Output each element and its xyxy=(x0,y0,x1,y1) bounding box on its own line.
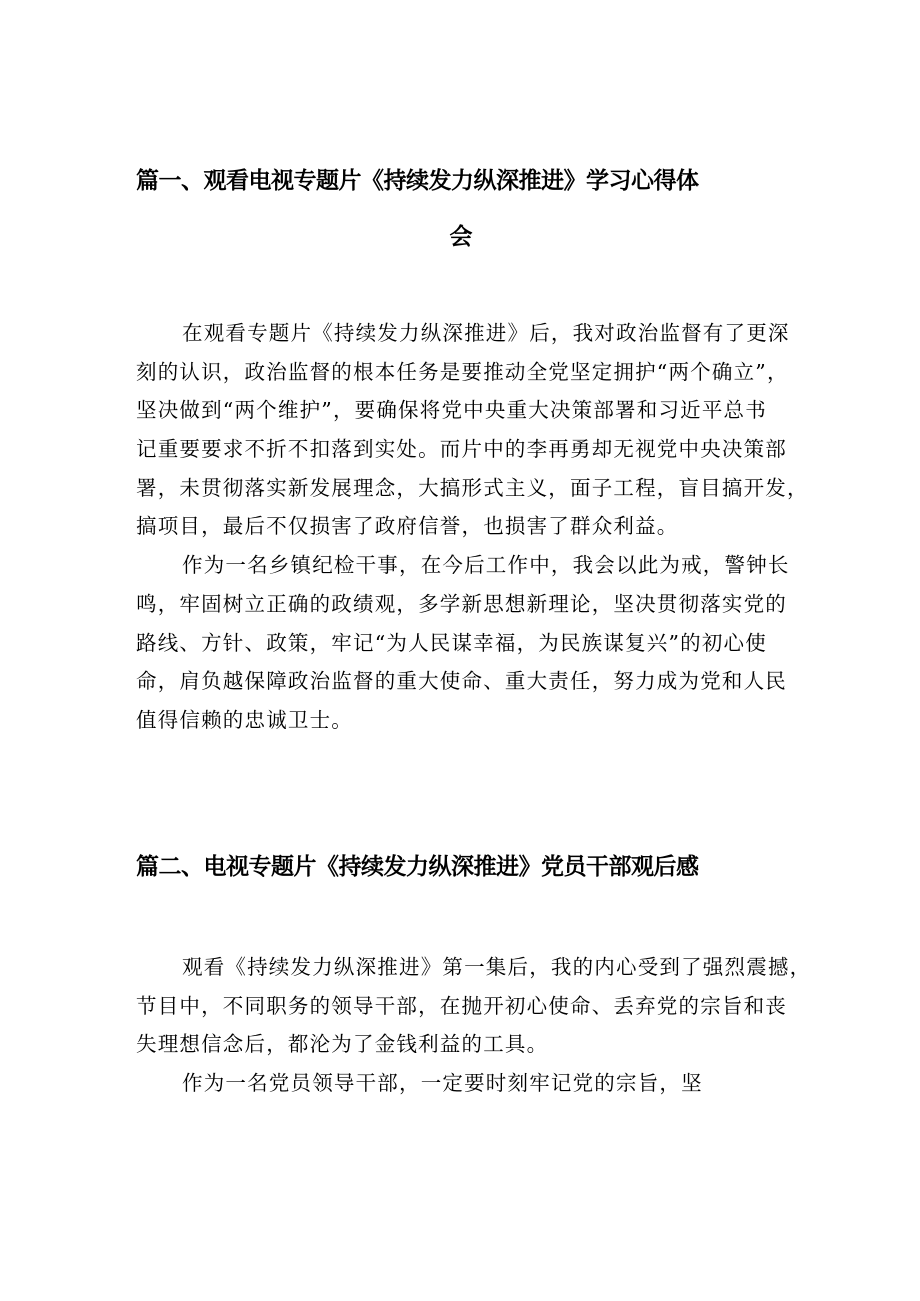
text-line: 作为一名乡镇纪检干事，在今后工作中，我会以此为戒，警钟长 xyxy=(182,553,790,578)
text-line: 值得信赖的忠诚卫士。 xyxy=(136,707,353,732)
text-line: 作为一名党员领导干部，一定要时刻牢记党的宗旨，坚 xyxy=(182,1071,703,1096)
section2-title: 篇二、电视专题片《持续发力纵深推进》党员干部观后感 xyxy=(136,854,699,880)
text-line: 鸣，牢固树立正确的政绩观，多学新思想新理论，坚决贯彻落实党的 xyxy=(136,591,787,616)
section2-body xyxy=(136,948,812,1103)
section1-title: 篇一、观看电视专题片《持续发力纵深推进》学习心得体 xyxy=(136,168,699,194)
text-line: 刻的认识，政治监督的根本任务是要推动全党坚定拥护“两个确立”， xyxy=(136,359,789,384)
text-line: 搞项目，最后不仅损害了政府信誉，也损害了群众利益。 xyxy=(136,514,679,539)
section2-paragraph-2 xyxy=(136,1064,800,1103)
section2-paragraph-1 xyxy=(136,948,812,1064)
text-line: 在观看专题片《持续发力纵深推进》后，我对政治监督有了更深 xyxy=(182,321,790,345)
text-line: 记重要要求不折不扣落到实处。而片中的李再勇却无视党中央决策部 xyxy=(136,437,787,462)
text-line: 路线、方针、政策，牢记“为人民谋幸福，为民族谋复兴”的初心使 xyxy=(136,630,767,655)
section1-paragraph-1 xyxy=(136,314,809,546)
section1-body xyxy=(136,314,809,740)
section1-paragraph-2 xyxy=(136,546,800,739)
section1-title-continuation: 会 xyxy=(449,224,473,250)
text-line: 署，未贯彻落实新发展理念，大搞形式主义，面子工程，盲目搞开发， xyxy=(136,475,809,500)
text-line: 观看《持续发力纵深推进》第一集后，我的内心受到了强烈震撼， xyxy=(182,955,812,979)
text-line: 坚决做到“两个维护”，要确保将党中央重大决策部署和习近平总书 xyxy=(136,398,767,423)
text-line: 命，肩负越保障政治监督的重大使命、重大责任，努力成为党和人民 xyxy=(136,669,787,694)
text-line: 失理想信念后，都沦为了金钱利益的工具。 xyxy=(136,1032,549,1057)
text-line: 节目中，不同职务的领导干部，在抛开初心使命、丢弃党的宗旨和丧 xyxy=(136,993,787,1018)
